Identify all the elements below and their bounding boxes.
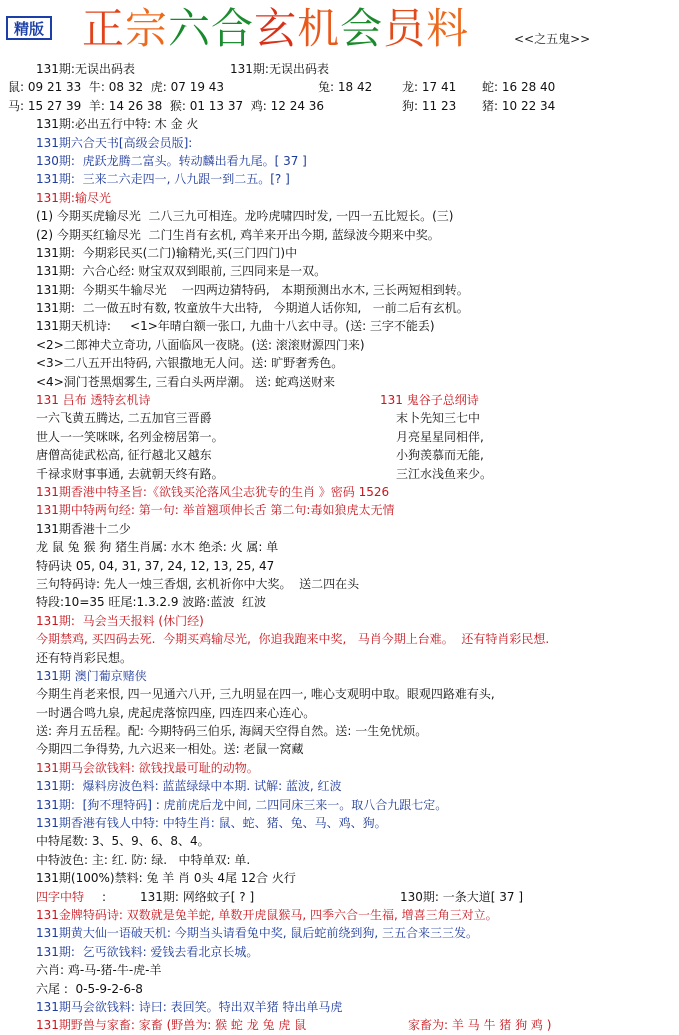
line-segment: 131期:无误出码表 xyxy=(36,62,135,76)
text-line xyxy=(36,428,676,446)
text-line xyxy=(36,740,676,758)
text-line xyxy=(36,226,676,244)
line-segment: 131期: [狗不理特码] : 虎前虎后龙中间, 二四同床三来一。取八合九跟七定。 xyxy=(36,797,448,812)
line-segment: 六肖: 鸡-马-猪-牛-虎-羊 xyxy=(36,963,162,978)
text-line xyxy=(36,667,676,685)
line-segment: 今期生肖老来恨, 四一见通六八开, 三九明显在四一, 唯心支观明中取。眼观四路难有头, xyxy=(36,687,495,702)
text-line xyxy=(36,207,676,225)
line-segment: 131期六合天书[高级会员版]: xyxy=(36,135,193,150)
title-char: 会 xyxy=(340,4,384,53)
line-segment: 千禄求财事事通, 去就朝天终有路。 xyxy=(36,466,224,481)
text-line xyxy=(36,649,676,667)
line-segment: 131期: 乞丐欲钱料: 爱钱去看北京长城。 xyxy=(36,944,259,959)
text-line xyxy=(36,759,676,777)
line-segment: 131期: 马会当天报料 (休门经) xyxy=(36,613,204,628)
text-line xyxy=(36,685,676,703)
line-segment: 蛇: 16 28 40 xyxy=(482,80,556,95)
line-segment: 131期黄大仙一语破天机: 今期当头请看兔中奖, 鼠后蛇前绕到狗, 三五合来三三发。 xyxy=(36,926,479,941)
text-line xyxy=(36,980,676,998)
line-segment: 131期: 爆料房波色料: 蓝蓝绿绿中本期. 试解: 蓝波, 红波 xyxy=(36,779,342,794)
text-line xyxy=(36,722,676,740)
title-char: 机 xyxy=(297,4,341,53)
line-segment: 131期香港十二少 xyxy=(36,521,131,536)
title-char: 玄 xyxy=(254,4,298,53)
text-line xyxy=(36,796,676,814)
line-segment: 马: 15 27 39 羊: 14 26 38 猴: 01 13 37 鸡: 12 24 36 xyxy=(8,98,325,113)
title-char: 员 xyxy=(383,4,427,53)
line-segment: 特段:10=35 旺尾:1.3.2.9 波路:蓝波 红波 xyxy=(36,595,266,610)
text-line xyxy=(36,998,676,1016)
text-line xyxy=(36,704,676,722)
line-segment: 鼠: 09 21 33 牛: 08 32 虎: 07 19 43 xyxy=(8,80,225,95)
line-segment: 131期:必出五行中特: 木 金 火 xyxy=(36,117,199,132)
line-segment: 131期马会欲钱料: 欲钱找最可耻的动物。 xyxy=(36,760,259,775)
text-line xyxy=(36,317,676,335)
line-segment: 130期: 虎跃龙腾二富头。转动麟出看九尾。[ 37 ] xyxy=(36,153,307,168)
text-line xyxy=(36,961,676,979)
line-segment: <4>洞门苍黑烟雾生, 三看白头两岸潮。 送: 蛇鸡送财来 xyxy=(36,374,336,389)
line-segment: <3>二八五开出特码, 六银撒地无人问。送: 旷野奢秀色。 xyxy=(36,356,344,371)
text-line xyxy=(36,336,676,354)
text-line xyxy=(36,373,676,391)
line-segment: 中特尾数: 3、5、9、6、8、4。 xyxy=(36,834,210,849)
line-segment: 131期香港中特圣旨:《欲钱买沦落风尘志犹专的生肖 》密码 1526 xyxy=(36,484,390,499)
line-segment: 三句特码诗: 先人一烛三香烟, 玄机祈你中大奖。 送二四在头 xyxy=(36,576,360,591)
text-line xyxy=(36,409,676,427)
line-segment: (1) 今期买虎输尽光 二八三九可相连。龙吟虎啸四时发, 一四一五比短长。(三) xyxy=(36,209,454,224)
header xyxy=(0,0,679,56)
line-segment: 131期: 网络蚊子[ ? ] xyxy=(140,889,255,904)
line-segment: (2) 今期买红输尽光 二门生肖有玄机, 鸡羊来开出今期, 蓝绿波今期来中奖。 xyxy=(36,227,440,242)
text-line xyxy=(36,262,676,280)
text-line xyxy=(36,115,676,133)
line-segment: 一时遇合鸣九泉, 虎起虎落惊四座, 四连四来心连心。 xyxy=(36,705,316,720)
text-line xyxy=(8,97,676,115)
text-line xyxy=(36,630,676,648)
title-char: 合 xyxy=(211,4,255,53)
text-line xyxy=(36,60,676,78)
text-line xyxy=(36,593,676,611)
line-segment: 131期中特两句经: 第一句: 举首翘项伸长舌 第二句:毒如狼虎太无情 xyxy=(36,503,395,518)
title-char: 正 xyxy=(82,4,126,53)
text-line xyxy=(36,832,676,850)
line-segment: 家畜为: 羊 马 牛 猪 狗 鸡 ) xyxy=(408,1018,552,1033)
title-char: 六 xyxy=(168,4,212,53)
text-line xyxy=(36,299,676,317)
text-line xyxy=(36,575,676,593)
line-segment: 中特波色: 主: 红. 防: 绿. 中特单双: 单. xyxy=(36,852,251,867)
text-line xyxy=(36,538,676,556)
line-segment: 131期马会欲钱料: 诗曰: 表回笑。特出双羊猪 特出单马虎 xyxy=(36,999,343,1014)
text-line xyxy=(36,170,676,188)
line-segment: 131期香港有钱人中特: 中特生肖: 鼠、蛇、猪、兔、马、鸡、狗。 xyxy=(36,816,387,831)
text-line xyxy=(36,888,676,906)
line-segment: 131期: 二一做五时有数, 牧童放牛大出特, 今期道人话你知, 一前二后有玄机。 xyxy=(36,301,469,316)
line-segment: 唐僧高徒武松高, 征行越北又越东 xyxy=(36,448,212,463)
line-segment: 送: 奔月五岳程。配: 今期特码三伯乐, 海阔天空得自然。送: 一生免忧烦。 xyxy=(36,724,428,739)
text-line xyxy=(8,78,676,96)
line-segment: 世人一一笑咪咪, 名列金榜居第一。 xyxy=(36,429,224,444)
line-segment: 131期: 今期彩民买(二门)输精光,买(三门四门)中 xyxy=(36,245,298,260)
line-segment: 末卜先知三七中 xyxy=(396,411,481,426)
line-segment: 131期:输尽光 xyxy=(36,190,111,205)
line-segment: 130期: 一条大道[ 37 ] xyxy=(400,889,524,904)
line-segment: : xyxy=(102,889,107,904)
text-line xyxy=(36,446,676,464)
line-segment: 131金牌特码诗: 双数就是兔羊蛇, 单数开虎鼠猴马, 四季六合一生福, 增喜三角三对立。 xyxy=(36,907,498,922)
line-segment: 131 鬼谷子总纲诗 xyxy=(380,393,479,408)
forecast-content xyxy=(8,60,676,1035)
line-segment: 131期(100%)禁料: 兔 羊 肖 0头 4尾 12合 火行 xyxy=(36,871,296,886)
text-line xyxy=(36,354,676,372)
text-line xyxy=(36,924,676,942)
title-char: 宗 xyxy=(125,4,169,53)
line-segment: 131期: 三来二六走四一, 八九跟一到二五。[? ] xyxy=(36,172,290,187)
line-segment: 131期天机诗: <1>年晴白额一张口, 九曲十八玄中寻。(送: 三字不能丢) xyxy=(36,319,435,334)
line-segment: 龙: 17 41 xyxy=(402,80,457,95)
text-line xyxy=(36,501,676,519)
text-line xyxy=(36,465,676,483)
text-line xyxy=(36,391,676,409)
text-line xyxy=(36,814,676,832)
text-line xyxy=(36,777,676,795)
page-title xyxy=(82,4,469,54)
text-line xyxy=(36,483,676,501)
line-segment: 四字中特 xyxy=(36,889,85,904)
text-line xyxy=(36,851,676,869)
line-segment: 131期野兽与家畜: 家畜 (野兽为: 猴 蛇 龙 兔 虎 鼠 xyxy=(36,1018,307,1033)
line-segment: 131期: 今期买牛输尽光 一四两边猜特码, 本期预测出水木, 三长两短相到转。 xyxy=(36,282,469,297)
edition-badge: 精版 xyxy=(6,16,52,40)
line-segment: 月亮星星同相伴, xyxy=(396,429,484,444)
text-line xyxy=(36,281,676,299)
line-segment: 131期 澳门葡京赌侠 xyxy=(36,668,147,683)
text-line xyxy=(36,943,676,961)
text-line xyxy=(36,152,676,170)
line-segment: 兔: 18 42 xyxy=(318,80,373,95)
author-tag: <<之五鬼>> xyxy=(514,32,591,46)
line-segment: 一六飞黄五腾达, 二五加官三晋爵 xyxy=(36,411,212,426)
title-char: 料 xyxy=(426,4,470,53)
text-line xyxy=(36,134,676,152)
line-segment: 三江水浅鱼来少。 xyxy=(396,466,493,481)
line-segment: 六尾 : 0-5-9-2-6-8 xyxy=(36,981,143,996)
line-segment: 今期禁鸡, 买四码去死. 今期买鸡输尽光, 你追我跑来中奖, 马肖今期上台难。 还有特肖彩民想. xyxy=(36,632,550,647)
text-line xyxy=(36,244,676,262)
line-segment: 小狗羡慕而无能, xyxy=(396,448,484,463)
line-segment: 猪: 10 22 34 xyxy=(482,98,556,113)
line-segment: 还有特肖彩民想。 xyxy=(36,650,133,665)
line-segment: 131期:无误出码表 xyxy=(230,62,329,76)
text-line xyxy=(36,869,676,887)
line-segment: 狗: 11 23 xyxy=(402,98,457,113)
line-segment: 今期四二争得势, 九六迟来一相处。送: 老鼠一窝藏 xyxy=(36,742,304,757)
text-line xyxy=(36,612,676,630)
text-line xyxy=(36,906,676,924)
line-segment: 特码诀 05, 04, 31, 37, 24, 12, 13, 25, 47 xyxy=(36,558,275,573)
line-segment: <2>二郎神犬立奇功, 八面临风一夜晓。(送: 滚滚财源四门来) xyxy=(36,337,365,352)
line-segment: 131期: 六合心经: 财宝双双到眼前, 三四同来是一双。 xyxy=(36,264,327,279)
line-segment: 龙 鼠 兔 猴 狗 猪生肖属: 水木 绝杀: 火 属: 单 xyxy=(36,540,279,555)
text-line xyxy=(36,520,676,538)
text-line xyxy=(36,557,676,575)
line-segment: 131 吕布 透特玄机诗 xyxy=(36,393,151,408)
text-line xyxy=(36,189,676,207)
